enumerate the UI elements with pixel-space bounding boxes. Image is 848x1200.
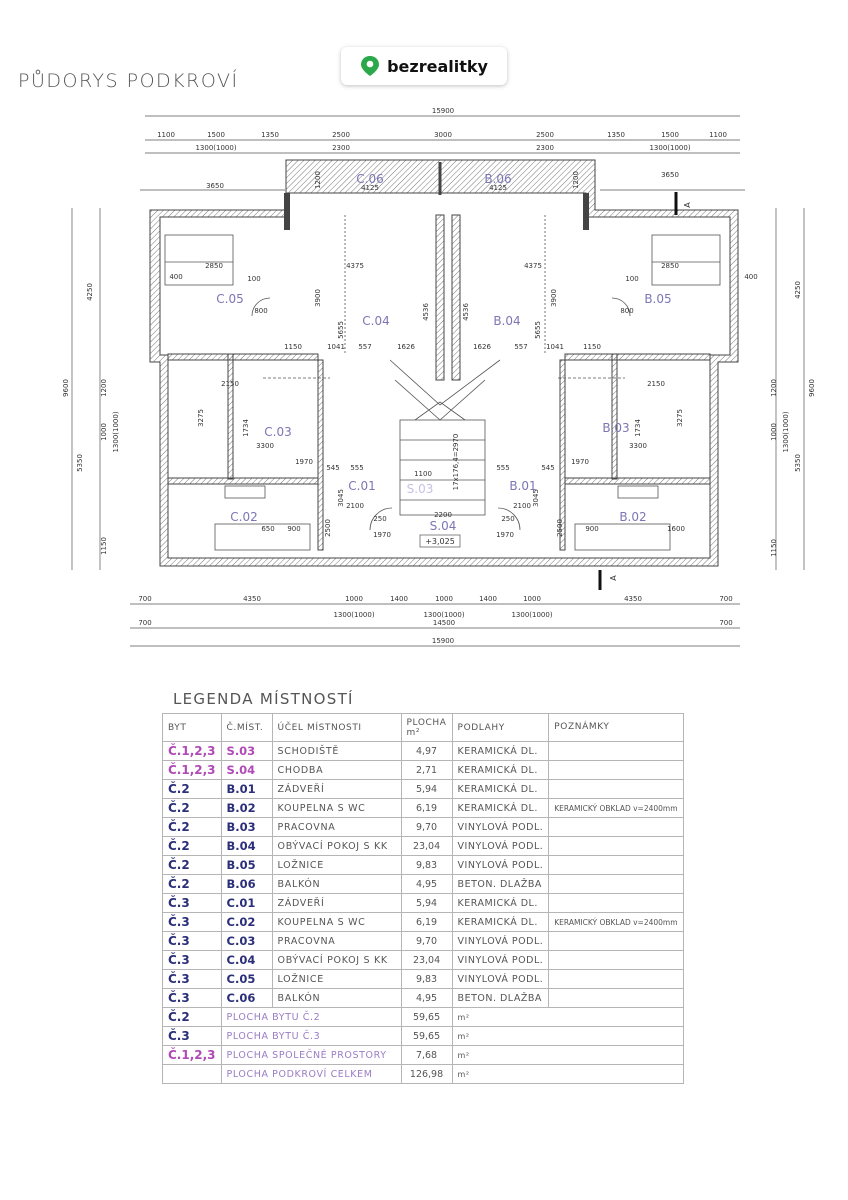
table-row	[163, 742, 684, 761]
header-plocha-unit: m²	[406, 727, 421, 738]
dim-label: 1150	[770, 539, 778, 557]
dim-label: 1600	[667, 525, 685, 533]
header-podlahy: PODLAHY	[452, 714, 549, 742]
cell-ucel: CHODBA	[272, 761, 401, 780]
dim-label: 700	[138, 595, 152, 603]
header-ucel: ÚČEL MÍSTNOSTI	[272, 714, 401, 742]
dim-label: 545	[541, 464, 555, 472]
cell-mist: B.02	[221, 799, 272, 818]
dim-label: 900	[585, 525, 599, 533]
cell-unit: m²	[452, 1008, 683, 1027]
dim-label: 1970	[295, 458, 313, 466]
cell-ucel: BALKÓN	[272, 989, 401, 1008]
dim-label: 1100	[414, 470, 432, 478]
dim-label: 1500	[207, 131, 225, 139]
summary-row	[163, 1046, 684, 1065]
dim-label: 1300(1000)	[782, 411, 790, 453]
dim-label: 1300(1000)	[333, 611, 375, 619]
cell-podlahy: VINYLOVÁ PODL.	[452, 856, 549, 875]
dim-label: 4536	[422, 303, 430, 321]
cell-podlahy: KERAMICKÁ DL.	[452, 742, 549, 761]
cell-summary-label: PLOCHA BYTU Č.3	[221, 1027, 401, 1046]
dim-label: 1400	[479, 595, 497, 603]
dim-label: 900	[287, 525, 301, 533]
cell-podlahy: KERAMICKÁ DL.	[452, 799, 549, 818]
cell-plocha: 7,68	[401, 1046, 452, 1065]
cell-podlahy: BETON. DLAŽBA	[452, 875, 549, 894]
floor-plan	[0, 95, 848, 665]
cell-byt: Č.2	[163, 818, 222, 837]
dim-label: 3045	[532, 489, 540, 507]
dim-label: 1734	[242, 419, 250, 437]
dim-label: 2500	[332, 131, 350, 139]
dim-label: 1200	[314, 171, 322, 189]
section-mark: A	[609, 575, 618, 581]
cell-poznamky: KERAMICKÝ OBKLAD v=2400mm	[549, 799, 683, 818]
table-row	[163, 856, 684, 875]
cell-poznamky	[549, 989, 683, 1008]
dim-label: 2200	[434, 511, 452, 519]
cell-poznamky	[549, 837, 683, 856]
dim-label: 3045	[337, 489, 345, 507]
room-label: C.02	[230, 510, 258, 524]
dim-label: 400	[744, 273, 758, 281]
dim-label: 1626	[397, 343, 415, 351]
cell-ucel: LOŽNICE	[272, 856, 401, 875]
table-row	[163, 932, 684, 951]
dim-label: 3650	[661, 171, 679, 179]
cell-plocha: 5,94	[401, 780, 452, 799]
cell-ucel: OBÝVACÍ POKOJ S KK	[272, 951, 401, 970]
dim-label: 700	[719, 619, 733, 627]
cell-ucel: ZÁDVEŘÍ	[272, 894, 401, 913]
dim-label: 3650	[206, 182, 224, 190]
dim-label: 4536	[462, 303, 470, 321]
table-row	[163, 761, 684, 780]
room-label: C.05	[216, 292, 244, 306]
cell-ucel: LOŽNICE	[272, 970, 401, 989]
dim-label: 9600	[62, 379, 70, 397]
dim-label: 2500	[556, 519, 564, 537]
cell-mist: C.06	[221, 989, 272, 1008]
table-row	[163, 970, 684, 989]
cell-mist: C.03	[221, 932, 272, 951]
cell-podlahy: KERAMICKÁ DL.	[452, 780, 549, 799]
cell-byt: Č.3	[163, 1027, 222, 1046]
table-row	[163, 989, 684, 1008]
dim-label: 1500	[661, 131, 679, 139]
cell-podlahy: VINYLOVÁ PODL.	[452, 951, 549, 970]
dim-label: 1200	[100, 379, 108, 397]
cell-poznamky	[549, 818, 683, 837]
dim-label: 2850	[205, 262, 223, 270]
dim-label: 800	[620, 307, 634, 315]
dim-label: 1350	[261, 131, 279, 139]
dim-label: 100	[625, 275, 639, 283]
summary-row	[163, 1027, 684, 1046]
summary-row	[163, 1065, 684, 1084]
cell-poznamky	[549, 761, 683, 780]
cell-byt: Č.1,2,3	[163, 761, 222, 780]
dim-label: 1350	[607, 131, 625, 139]
cell-plocha: 4,97	[401, 742, 452, 761]
dim-label: 1150	[100, 537, 108, 555]
cell-mist: B.04	[221, 837, 272, 856]
dim-label: 5655	[534, 321, 542, 339]
cell-summary-label: PLOCHA BYTU Č.2	[221, 1008, 401, 1027]
dim-label: 2150	[221, 380, 239, 388]
cell-byt: Č.3	[163, 894, 222, 913]
cell-podlahy: VINYLOVÁ PODL.	[452, 970, 549, 989]
dim-label: 1300(1000)	[423, 611, 465, 619]
dim-label: 1000	[770, 423, 778, 441]
dim-label: 1150	[284, 343, 302, 351]
bezrealitky-logo[interactable]	[341, 47, 507, 85]
dim-label: 9600	[808, 379, 816, 397]
cell-summary-label: PLOCHA PODKROVÍ CELKEM	[221, 1065, 401, 1084]
cell-byt	[163, 1065, 222, 1084]
dim-label: 800	[254, 307, 268, 315]
dim-label: 3275	[676, 409, 684, 427]
dim-label: 1626	[473, 343, 491, 351]
table-row	[163, 799, 684, 818]
room-label: B.05	[644, 292, 672, 306]
cell-byt: Č.2	[163, 780, 222, 799]
dim-label: 1041	[327, 343, 345, 351]
cell-plocha: 23,04	[401, 837, 452, 856]
room-label: B.03	[602, 421, 630, 435]
dim-label: 1400	[390, 595, 408, 603]
dim-label: 2300	[332, 144, 350, 152]
dim-label: 1000	[345, 595, 363, 603]
header-plocha-label: PLOCHA	[406, 717, 447, 728]
cell-mist: C.02	[221, 913, 272, 932]
cell-poznamky	[549, 970, 683, 989]
room-label: B.04	[493, 314, 521, 328]
cell-poznamky	[549, 875, 683, 894]
room-label: B.01	[509, 479, 537, 493]
dim-label: 2100	[513, 502, 531, 510]
dim-label: 1000	[523, 595, 541, 603]
dim-label: 2300	[536, 144, 554, 152]
cell-poznamky: KERAMICKÝ OBKLAD v=2400mm	[549, 913, 683, 932]
map-pin-icon	[360, 55, 380, 77]
dim-label: 3900	[314, 289, 322, 307]
dim-label: 3900	[550, 289, 558, 307]
header-byt: BYT	[163, 714, 222, 742]
cell-plocha: 9,70	[401, 932, 452, 951]
dim-label: 4350	[243, 595, 261, 603]
cell-mist: B.03	[221, 818, 272, 837]
dim-label: 15900	[431, 107, 455, 115]
table-row	[163, 780, 684, 799]
dim-label: 557	[514, 343, 528, 351]
cell-mist: S.04	[221, 761, 272, 780]
room-label: C.06	[356, 172, 384, 186]
cell-byt: Č.3	[163, 989, 222, 1008]
level-mark: +3,025	[425, 537, 455, 546]
dim-label: 555	[496, 464, 510, 472]
dim-label: 1300(1000)	[511, 611, 553, 619]
dim-label: 1970	[571, 458, 589, 466]
dim-label: 1734	[634, 419, 642, 437]
dim-label: 1300(1000)	[649, 144, 691, 152]
cell-ucel: PRACOVNA	[272, 818, 401, 837]
dim-label: 250	[501, 515, 515, 523]
dim-label: 1200	[572, 171, 580, 189]
dim-label: 3275	[197, 409, 205, 427]
dim-label: 100	[247, 275, 261, 283]
cell-podlahy: VINYLOVÁ PODL.	[452, 837, 549, 856]
dim-label: 700	[138, 619, 152, 627]
cell-poznamky	[549, 856, 683, 875]
cell-plocha: 6,19	[401, 799, 452, 818]
room-label: C.03	[264, 425, 292, 439]
dim-label: 700	[719, 595, 733, 603]
cell-unit: m²	[452, 1046, 683, 1065]
table-row	[163, 913, 684, 932]
dim-label: 250	[373, 515, 387, 523]
cell-ucel: PRACOVNA	[272, 932, 401, 951]
dim-label: 1000	[100, 423, 108, 441]
header-poznamky: POZNÁMKY	[549, 714, 683, 742]
dim-label: 5655	[337, 321, 345, 339]
dim-label: 1300(1000)	[195, 144, 237, 152]
cell-poznamky	[549, 932, 683, 951]
table-row	[163, 894, 684, 913]
dim-label: 3300	[256, 442, 274, 450]
dim-label: 5350	[794, 454, 802, 472]
dim-label: 2850	[661, 262, 679, 270]
room-label: S.04	[429, 519, 457, 533]
section-mark: A	[683, 202, 692, 208]
table-row	[163, 951, 684, 970]
dim-label: 5350	[76, 454, 84, 472]
cell-ucel: ZÁDVEŘÍ	[272, 780, 401, 799]
dim-label: 1970	[373, 531, 391, 539]
cell-byt: Č.3	[163, 970, 222, 989]
cell-ucel: OBÝVACÍ POKOJ S KK	[272, 837, 401, 856]
cell-mist: B.01	[221, 780, 272, 799]
cell-byt: Č.1,2,3	[163, 1046, 222, 1065]
table-row	[163, 837, 684, 856]
dim-label: 4250	[794, 281, 802, 299]
header-mist: Č.MÍST.	[221, 714, 272, 742]
dim-label: 3000	[434, 131, 452, 139]
cell-plocha: 126,98	[401, 1065, 452, 1084]
cell-mist: C.05	[221, 970, 272, 989]
cell-ucel: SCHODIŠTĚ	[272, 742, 401, 761]
dim-label: 4375	[524, 262, 542, 270]
cell-plocha: 4,95	[401, 875, 452, 894]
dim-label: 15900	[431, 637, 455, 645]
dim-label: 4250	[86, 283, 94, 301]
cell-podlahy: VINYLOVÁ PODL.	[452, 818, 549, 837]
cell-byt: Č.2	[163, 1008, 222, 1027]
cell-mist: B.06	[221, 875, 272, 894]
logo-text: bezrealitky	[387, 56, 488, 76]
cell-plocha: 5,94	[401, 894, 452, 913]
dim-label: 1200	[770, 379, 778, 397]
room-legend-table	[162, 713, 684, 1084]
table-row	[163, 818, 684, 837]
dim-label: 1000	[435, 595, 453, 603]
cell-plocha: 59,65	[401, 1008, 452, 1027]
summary-row	[163, 1008, 684, 1027]
table-row	[163, 875, 684, 894]
dim-label: 4125	[489, 184, 507, 192]
cell-podlahy: KERAMICKÁ DL.	[452, 761, 549, 780]
cell-byt: Č.3	[163, 951, 222, 970]
cell-byt: Č.2	[163, 837, 222, 856]
cell-plocha: 6,19	[401, 913, 452, 932]
dim-label: 17x176,4=2970	[452, 433, 460, 491]
cell-summary-label: PLOCHA SPOLEČNÉ PROSTORY	[221, 1046, 401, 1065]
dim-label: 1970	[496, 531, 514, 539]
cell-byt: Č.2	[163, 856, 222, 875]
cell-poznamky	[549, 780, 683, 799]
dim-label: 555	[350, 464, 364, 472]
legend-title: LEGENDA MÍSTNOSTÍ	[173, 690, 354, 708]
cell-ucel: KOUPELNA S WC	[272, 799, 401, 818]
cell-podlahy: BETON. DLAŽBA	[452, 989, 549, 1008]
cell-byt: Č.2	[163, 875, 222, 894]
cell-ucel: KOUPELNA S WC	[272, 913, 401, 932]
cell-podlahy: KERAMICKÁ DL.	[452, 913, 549, 932]
cell-plocha: 4,95	[401, 989, 452, 1008]
cell-byt: Č.1,2,3	[163, 742, 222, 761]
room-label: B.06	[484, 172, 512, 186]
dim-label: 2100	[346, 502, 364, 510]
dim-label: 4375	[346, 262, 364, 270]
dim-label: 2500	[536, 131, 554, 139]
room-label: C.01	[348, 479, 376, 493]
dim-label: 4350	[624, 595, 642, 603]
dim-label: 1100	[157, 131, 175, 139]
dim-label: 3300	[629, 442, 647, 450]
header-plocha	[401, 714, 452, 742]
cell-unit: m²	[452, 1027, 683, 1046]
cell-byt: Č.3	[163, 932, 222, 951]
room-label: B.02	[619, 510, 647, 524]
room-label: S.03	[406, 482, 434, 496]
cell-plocha: 9,70	[401, 818, 452, 837]
cell-mist: C.01	[221, 894, 272, 913]
dim-label: 1100	[709, 131, 727, 139]
cell-poznamky	[549, 894, 683, 913]
cell-mist: C.04	[221, 951, 272, 970]
dim-label: 14500	[432, 619, 456, 627]
cell-plocha: 2,71	[401, 761, 452, 780]
cell-mist: B.05	[221, 856, 272, 875]
room-label: C.04	[362, 314, 390, 328]
dim-label: 1041	[546, 343, 564, 351]
cell-plocha: 23,04	[401, 951, 452, 970]
dim-label: 1150	[583, 343, 601, 351]
dim-label: 4125	[361, 184, 379, 192]
cell-podlahy: VINYLOVÁ PODL.	[452, 932, 549, 951]
dim-label: 400	[169, 273, 183, 281]
dim-label: 557	[358, 343, 372, 351]
cell-byt: Č.3	[163, 913, 222, 932]
dim-label: 545	[326, 464, 340, 472]
cell-plocha: 59,65	[401, 1027, 452, 1046]
dim-label: 2500	[324, 519, 332, 537]
legend-header-row	[163, 714, 684, 742]
dim-label: 650	[261, 525, 275, 533]
page-title: PŮDORYS PODKROVÍ	[18, 70, 239, 92]
dim-label: 1300(1000)	[112, 411, 120, 453]
cell-mist: S.03	[221, 742, 272, 761]
cell-plocha: 9,83	[401, 970, 452, 989]
cell-poznamky	[549, 951, 683, 970]
cell-podlahy: KERAMICKÁ DL.	[452, 894, 549, 913]
cell-plocha: 9,83	[401, 856, 452, 875]
cell-byt: Č.2	[163, 799, 222, 818]
cell-ucel: BALKÓN	[272, 875, 401, 894]
cell-unit: m²	[452, 1065, 683, 1084]
dim-label: 2150	[647, 380, 665, 388]
cell-poznamky	[549, 742, 683, 761]
